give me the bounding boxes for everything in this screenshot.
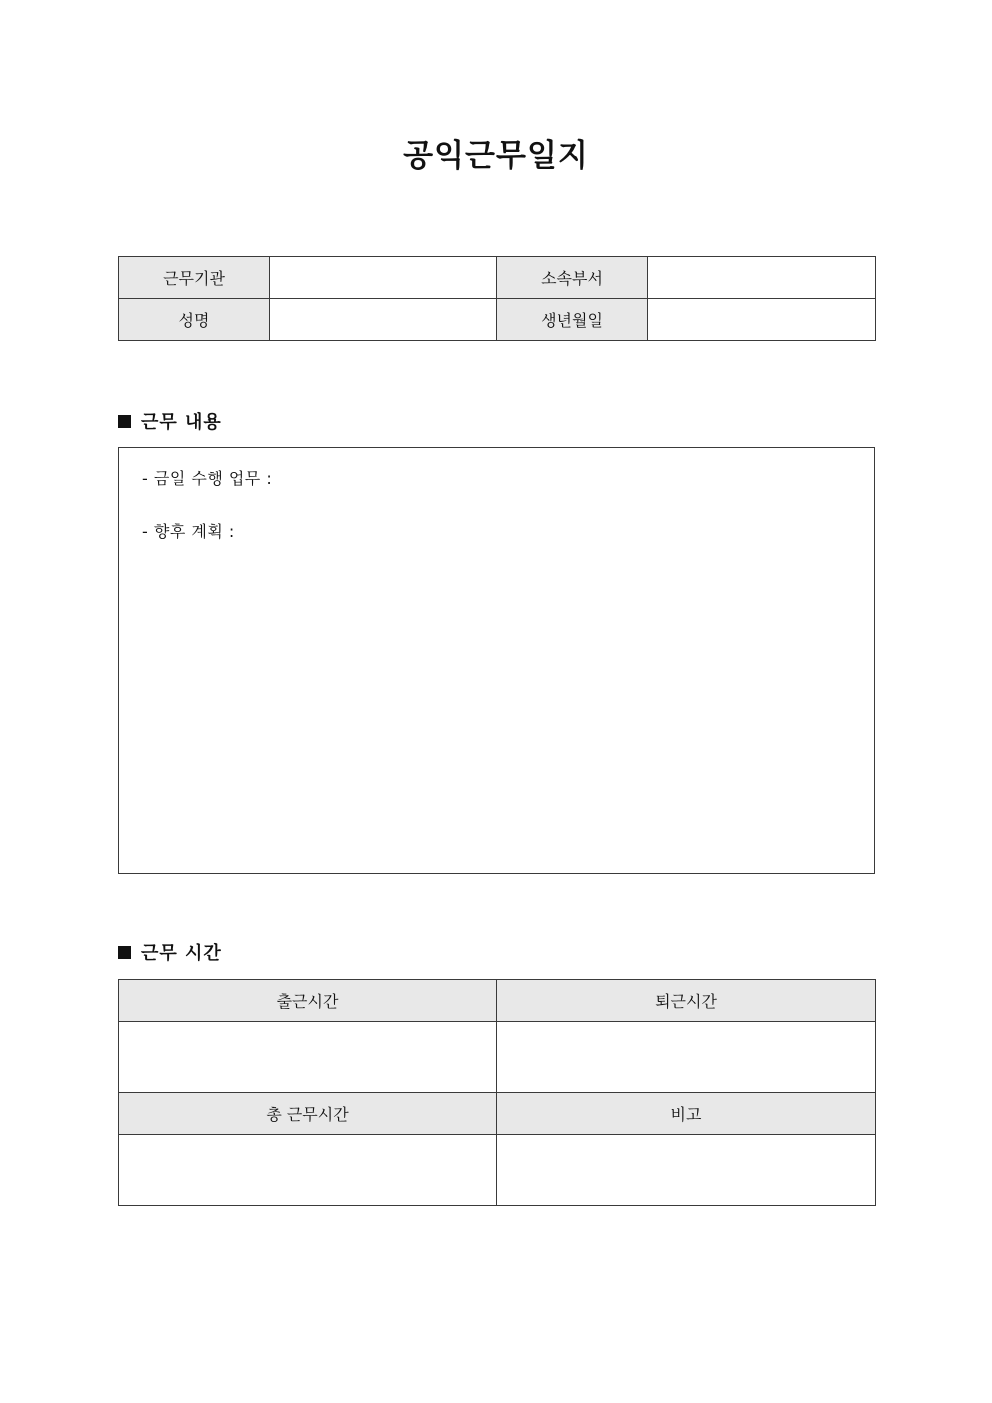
work-content-heading (118, 410, 222, 436)
clock-in-label: 출근시간 (119, 980, 497, 1022)
institution-label: 근무기관 (119, 257, 270, 299)
name-label: 성명 (119, 299, 270, 341)
future-plan-line: - 향후 계획 : (142, 522, 235, 541)
time-header-row (119, 980, 876, 1022)
department-label: 소속부서 (497, 257, 648, 299)
time-value-row (119, 1135, 876, 1206)
remarks-label: 비고 (497, 1093, 876, 1135)
total-hours-field[interactable] (119, 1135, 497, 1206)
birthdate-field[interactable] (648, 299, 876, 341)
square-bullet-icon (118, 946, 131, 959)
info-row (119, 257, 876, 299)
work-time-heading (118, 941, 222, 967)
name-field[interactable] (270, 299, 497, 341)
work-content-box[interactable] (118, 447, 875, 874)
today-tasks-line: - 금일 수행 업무 : (142, 469, 273, 488)
institution-field[interactable] (270, 257, 497, 299)
info-row (119, 299, 876, 341)
department-field[interactable] (648, 257, 876, 299)
remarks-field[interactable] (497, 1135, 876, 1206)
clock-out-label: 퇴근시간 (497, 980, 876, 1022)
document-title: 공익근무일지 (403, 138, 589, 174)
time-header-row (119, 1093, 876, 1135)
info-table (118, 256, 876, 341)
work-time-heading-text: 근무 시간 (141, 943, 222, 964)
work-content-heading-text: 근무 내용 (141, 412, 222, 433)
square-bullet-icon (118, 415, 131, 428)
birthdate-label: 생년월일 (497, 299, 648, 341)
total-hours-label: 총 근무시간 (119, 1093, 497, 1135)
clock-out-field[interactable] (497, 1022, 876, 1093)
time-value-row (119, 1022, 876, 1093)
work-time-table (118, 979, 876, 1206)
clock-in-field[interactable] (119, 1022, 497, 1093)
